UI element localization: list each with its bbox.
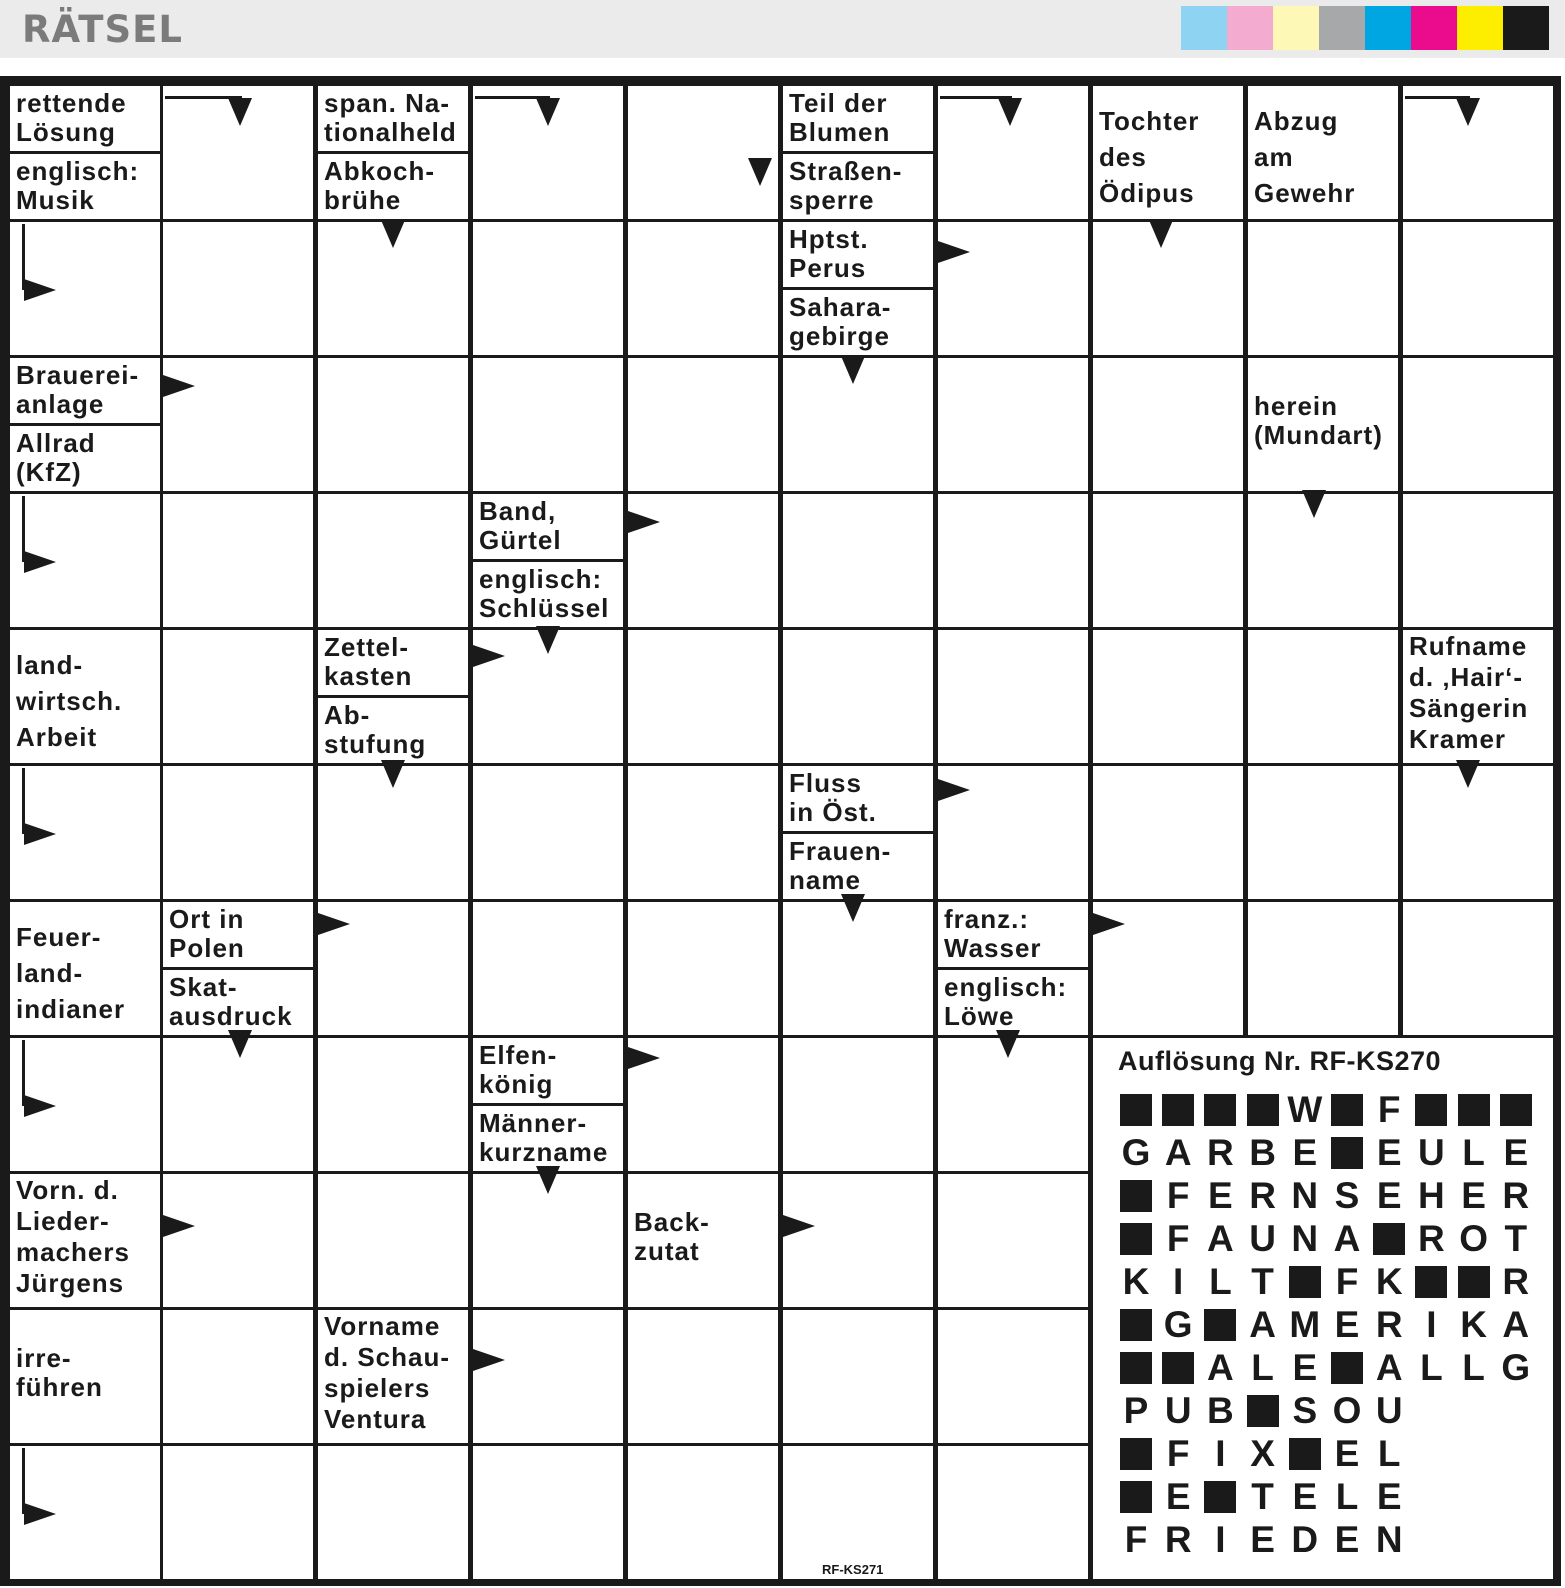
solution-letter: A [1164, 1132, 1192, 1173]
solution-letter: K [1460, 1304, 1487, 1345]
arrow-down-icon [1149, 220, 1173, 248]
clue-text: englisch: Schlüssel [479, 564, 610, 623]
clue-text: Abkoch- brühe [324, 156, 435, 215]
clue-text: Ab- stufung [324, 700, 427, 759]
solution-black-square [1458, 1094, 1490, 1126]
solution-letter: I [1215, 1519, 1226, 1560]
solution-letter: P [1123, 1390, 1149, 1431]
solution-black-square [1289, 1266, 1321, 1298]
solution-black-square [1289, 1438, 1321, 1470]
solution-letter: R [1207, 1132, 1234, 1173]
solution-letter: B [1207, 1390, 1234, 1431]
clue-text: Frauen- name [789, 836, 892, 895]
clue-text: Band, Gürtel [479, 496, 562, 555]
clue-text: franz.: Wasser [944, 904, 1042, 963]
solution-letter: A [1375, 1347, 1403, 1388]
answer-cell[interactable] [473, 358, 623, 491]
answer-cell[interactable] [163, 1174, 313, 1307]
arrow-down-icon [381, 220, 405, 248]
clue-text: Brauerei- anlage [16, 360, 140, 419]
answer-cell[interactable] [1248, 766, 1398, 899]
answer-cell[interactable] [628, 766, 778, 899]
arrow-right-icon [24, 551, 56, 573]
clue-text: englisch: Musik [16, 156, 140, 215]
solution-letter: A [1333, 1218, 1361, 1259]
solution-letter: L [1462, 1132, 1485, 1173]
arrow-right-icon [24, 1503, 56, 1525]
solution-letter: E [1292, 1347, 1318, 1388]
answer-cell[interactable] [628, 222, 778, 355]
solution-letter: T [1504, 1218, 1528, 1259]
answer-cell[interactable] [473, 766, 623, 899]
solution-letter: S [1292, 1390, 1318, 1431]
answer-cell[interactable] [1093, 766, 1243, 899]
solution-letter: E [1503, 1132, 1529, 1173]
solution-letter: I [1215, 1433, 1226, 1474]
clue-text: Sahara- gebirge [789, 292, 892, 351]
arrow-down-icon [841, 894, 865, 922]
solution-letter: A [1502, 1304, 1530, 1345]
puzzle-code: RF-KS271 [822, 1562, 884, 1577]
solution-letter: M [1289, 1304, 1321, 1345]
solution-letter: U [1375, 1390, 1403, 1431]
solution-letter: R [1375, 1304, 1403, 1345]
solution-black-square [1162, 1094, 1194, 1126]
arrow-down-icon [841, 356, 865, 384]
solution-letter: U [1164, 1390, 1192, 1431]
answer-cell[interactable] [938, 358, 1088, 491]
clue-divider [783, 831, 933, 834]
arrow-down-icon [228, 1030, 252, 1058]
clue-divider [473, 559, 623, 562]
solution-letter: F [1377, 1089, 1401, 1130]
answer-cell[interactable] [318, 1038, 468, 1171]
solution-black-square [1204, 1309, 1236, 1341]
arrow-right-icon [628, 511, 660, 533]
solution-letter: F [1124, 1519, 1148, 1560]
answer-cell[interactable] [628, 630, 778, 763]
clue-text: land- wirtsch. Arbeit [16, 650, 123, 752]
answer-cell[interactable] [1403, 902, 1553, 1035]
solution-letter: T [1251, 1476, 1274, 1517]
solution-black-square [1500, 1094, 1532, 1126]
solution-title: Auflösung Nr. RF-KS270 [1118, 1046, 1442, 1076]
clue-text: irre- führen [16, 1342, 103, 1402]
solution-letter: K [1375, 1261, 1403, 1302]
clue-text: Vorn. d. Lieder- machers Jürgens [16, 1174, 130, 1298]
solution-letter: S [1334, 1175, 1360, 1216]
solution-letter: A [1207, 1347, 1234, 1388]
answer-cell[interactable] [163, 630, 313, 763]
answer-cell[interactable] [163, 1446, 313, 1579]
clue-text: Fluss in Öst. [789, 768, 877, 827]
arrow-right-icon [24, 1095, 56, 1117]
answer-cell[interactable] [473, 1310, 623, 1443]
arrow-right-icon [318, 913, 350, 935]
solution-letter: E [1376, 1476, 1402, 1517]
solution-letter: I [1173, 1261, 1184, 1302]
solution-letter: E [1292, 1476, 1318, 1517]
solution-letter: U [1418, 1132, 1445, 1173]
answer-cell[interactable] [628, 902, 778, 1035]
clue-text: Allrad (KfZ) [16, 428, 96, 487]
solution-black-square [1120, 1180, 1152, 1212]
solution-letter: E [1250, 1519, 1275, 1560]
solution-letter: G [1501, 1347, 1531, 1388]
answer-cell[interactable] [163, 222, 313, 355]
solution-letter: I [1426, 1304, 1437, 1345]
solution-letter: W [1287, 1089, 1323, 1130]
solution-letter: R [1502, 1175, 1530, 1216]
clue-text: Tochter des Ödipus [1099, 106, 1200, 208]
answer-cell[interactable] [783, 1174, 933, 1307]
arrow-right-icon [24, 279, 56, 301]
arrow-right-icon [628, 1047, 660, 1069]
arrow-down-icon [998, 98, 1022, 126]
clue-text: rettende Lösung [16, 88, 127, 147]
solution-letter: A [1207, 1218, 1234, 1259]
clue-divider [783, 151, 933, 154]
solution-letter: H [1418, 1175, 1445, 1216]
solution-letter: F [1166, 1218, 1190, 1259]
solution-black-square [1331, 1352, 1363, 1384]
clue-text: Ort in Polen [169, 904, 245, 963]
answer-cell[interactable] [783, 1446, 933, 1579]
solution-black-square [1331, 1094, 1363, 1126]
clue-text: Hptst. Perus [789, 224, 869, 283]
answer-cell[interactable] [1093, 630, 1243, 763]
answer-cell[interactable] [318, 494, 468, 627]
solution-letter: L [1209, 1261, 1232, 1302]
answer-cell[interactable] [318, 358, 468, 491]
solution-black-square [1162, 1352, 1194, 1384]
arrow-right-icon [1093, 913, 1125, 935]
answer-cell[interactable] [783, 1310, 933, 1443]
arrow-down-icon [1456, 98, 1480, 126]
arrow-down-icon [1302, 490, 1326, 518]
solution-letter: R [1249, 1175, 1276, 1216]
clue-text: Teil der Blumen [789, 88, 891, 147]
solution-letter: L [1251, 1347, 1274, 1388]
solution-black-square [1247, 1395, 1279, 1427]
arrow-stub [475, 96, 550, 99]
clue-text: Skat- ausdruck [169, 972, 293, 1031]
clue-divider [783, 287, 933, 290]
solution-letter: L [1377, 1433, 1401, 1474]
clue-text: Elfen- könig [479, 1040, 558, 1099]
arrow-stub [940, 96, 1012, 99]
clue-divider [163, 967, 313, 970]
arrow-right-icon [783, 1215, 815, 1237]
answer-cell[interactable] [473, 1446, 623, 1579]
answer-cell[interactable] [163, 1310, 313, 1443]
solution-letter: L [1420, 1347, 1443, 1388]
arrow-right-icon [938, 241, 970, 263]
answer-cell[interactable] [1248, 222, 1398, 355]
arrow-down-icon [996, 1030, 1020, 1058]
solution-black-square [1120, 1309, 1152, 1341]
clue-divider [10, 151, 160, 154]
solution-letter: O [1332, 1390, 1362, 1431]
answer-cell[interactable] [938, 1174, 1088, 1307]
clue-text: span. Na- tionalheld [324, 88, 457, 147]
arrow-down-icon [748, 158, 772, 186]
arrow-right-icon [24, 823, 56, 845]
solution-letter: E [1208, 1175, 1233, 1216]
solution-black-square [1120, 1438, 1152, 1470]
answer-cell[interactable] [783, 494, 933, 627]
solution-letter: B [1249, 1132, 1276, 1173]
arrow-down-icon [536, 626, 560, 654]
solution-letter: N [1375, 1519, 1403, 1560]
answer-cell[interactable] [938, 1446, 1088, 1579]
clue-text: Back- zutat [634, 1206, 710, 1266]
arrow-right-icon [163, 375, 195, 397]
arrow-stub [1405, 96, 1470, 99]
clue-divider [318, 695, 468, 698]
solution-letter: E [1376, 1175, 1402, 1216]
clue-text: Vorname d. Schau- spielers Ventura [324, 1310, 451, 1434]
arrow-down-icon [381, 760, 405, 788]
arrow-right-icon [473, 645, 505, 667]
solution-letter: U [1249, 1218, 1276, 1259]
clue-divider [473, 1103, 623, 1106]
solution-black-square [1204, 1094, 1236, 1126]
answer-cell[interactable] [473, 222, 623, 355]
clue-text: Zettel- kasten [324, 632, 413, 691]
solution-letter: T [1251, 1261, 1274, 1302]
solution-letter: R [1164, 1519, 1192, 1560]
arrow-down-icon [536, 98, 560, 126]
solution-black-square [1247, 1094, 1279, 1126]
solution-letter: N [1291, 1218, 1319, 1259]
solution-black-square [1415, 1266, 1447, 1298]
solution-letter: E [1165, 1476, 1191, 1517]
answer-cell[interactable] [1248, 630, 1398, 763]
solution-black-square [1204, 1481, 1236, 1513]
arrow-right-icon [163, 1215, 195, 1237]
clue-text: Feuer- land- indianer [16, 922, 126, 1024]
answer-cell[interactable] [628, 1310, 778, 1443]
clue-divider [318, 151, 468, 154]
solution-letter: E [1334, 1304, 1360, 1345]
solution-letter: O [1459, 1218, 1488, 1259]
solution-letter: R [1502, 1261, 1530, 1302]
solution-letter: F [1166, 1175, 1190, 1216]
solution-black-square [1458, 1266, 1490, 1298]
clue-text: herein (Mundart) [1254, 390, 1383, 450]
page-title: RÄTSEL [22, 8, 183, 51]
solution-black-square [1373, 1223, 1405, 1255]
solution-black-square [1331, 1137, 1363, 1169]
solution-letter: E [1376, 1132, 1402, 1173]
arrow-down-icon [1456, 760, 1480, 788]
answer-cell[interactable] [1093, 494, 1243, 627]
answer-cell[interactable] [938, 1310, 1088, 1443]
solution-letter: E [1292, 1132, 1318, 1173]
solution-letter: G [1163, 1304, 1193, 1345]
solution-black-square [1120, 1223, 1152, 1255]
answer-cell[interactable] [163, 766, 313, 899]
solution-letter: G [1121, 1132, 1151, 1173]
answer-cell[interactable] [783, 1038, 933, 1171]
answer-cell[interactable] [628, 86, 778, 219]
solution-letter: A [1249, 1304, 1276, 1345]
clue-divider [938, 967, 1088, 970]
solution-letter: F [1335, 1261, 1359, 1302]
answer-cell[interactable] [1403, 494, 1553, 627]
answer-cell[interactable] [628, 358, 778, 491]
clue-text: englisch: Löwe [944, 972, 1068, 1031]
solution-letter: N [1291, 1175, 1319, 1216]
clue-text: Männer- kurzname [479, 1108, 609, 1167]
solution-black-square [1415, 1094, 1447, 1126]
answer-cell[interactable] [318, 1174, 468, 1307]
arrow-right-icon [938, 779, 970, 801]
answer-cell[interactable] [1403, 358, 1553, 491]
answer-cell[interactable] [473, 902, 623, 1035]
answer-cell[interactable] [1403, 222, 1553, 355]
arrow-stub [165, 96, 242, 99]
solution-black-square [1120, 1094, 1152, 1126]
solution-letter: X [1250, 1433, 1275, 1474]
arrow-down-icon [228, 98, 252, 126]
answer-cell[interactable] [1093, 358, 1243, 491]
solution-letter: E [1461, 1175, 1486, 1216]
solution-letter: F [1166, 1433, 1190, 1474]
answer-cell[interactable] [938, 494, 1088, 627]
clue-divider [10, 423, 160, 426]
answer-cell[interactable] [938, 630, 1088, 763]
solution-letter: E [1334, 1519, 1360, 1560]
solution-black-square [1120, 1352, 1152, 1384]
answer-cell[interactable] [783, 630, 933, 763]
clue-text: Abzug am Gewehr [1254, 106, 1356, 208]
solution-letter: K [1122, 1261, 1150, 1302]
clue-text: Straßen- sperre [789, 156, 903, 215]
solution-letter: E [1334, 1433, 1360, 1474]
clue-text: Rufname d. ‚Hair‘- Sängerin Kramer [1409, 630, 1529, 754]
solution-black-square [1120, 1481, 1152, 1513]
solution-letter: R [1418, 1218, 1445, 1259]
answer-cell[interactable] [628, 1446, 778, 1579]
solution-letter: L [1462, 1347, 1485, 1388]
arrow-down-icon [536, 1166, 560, 1194]
solution-letter: D [1291, 1519, 1319, 1560]
answer-cell[interactable] [1248, 902, 1398, 1035]
answer-cell[interactable] [163, 494, 313, 627]
answer-cell[interactable] [318, 1446, 468, 1579]
solution-letter: L [1335, 1476, 1359, 1517]
arrow-right-icon [473, 1349, 505, 1371]
